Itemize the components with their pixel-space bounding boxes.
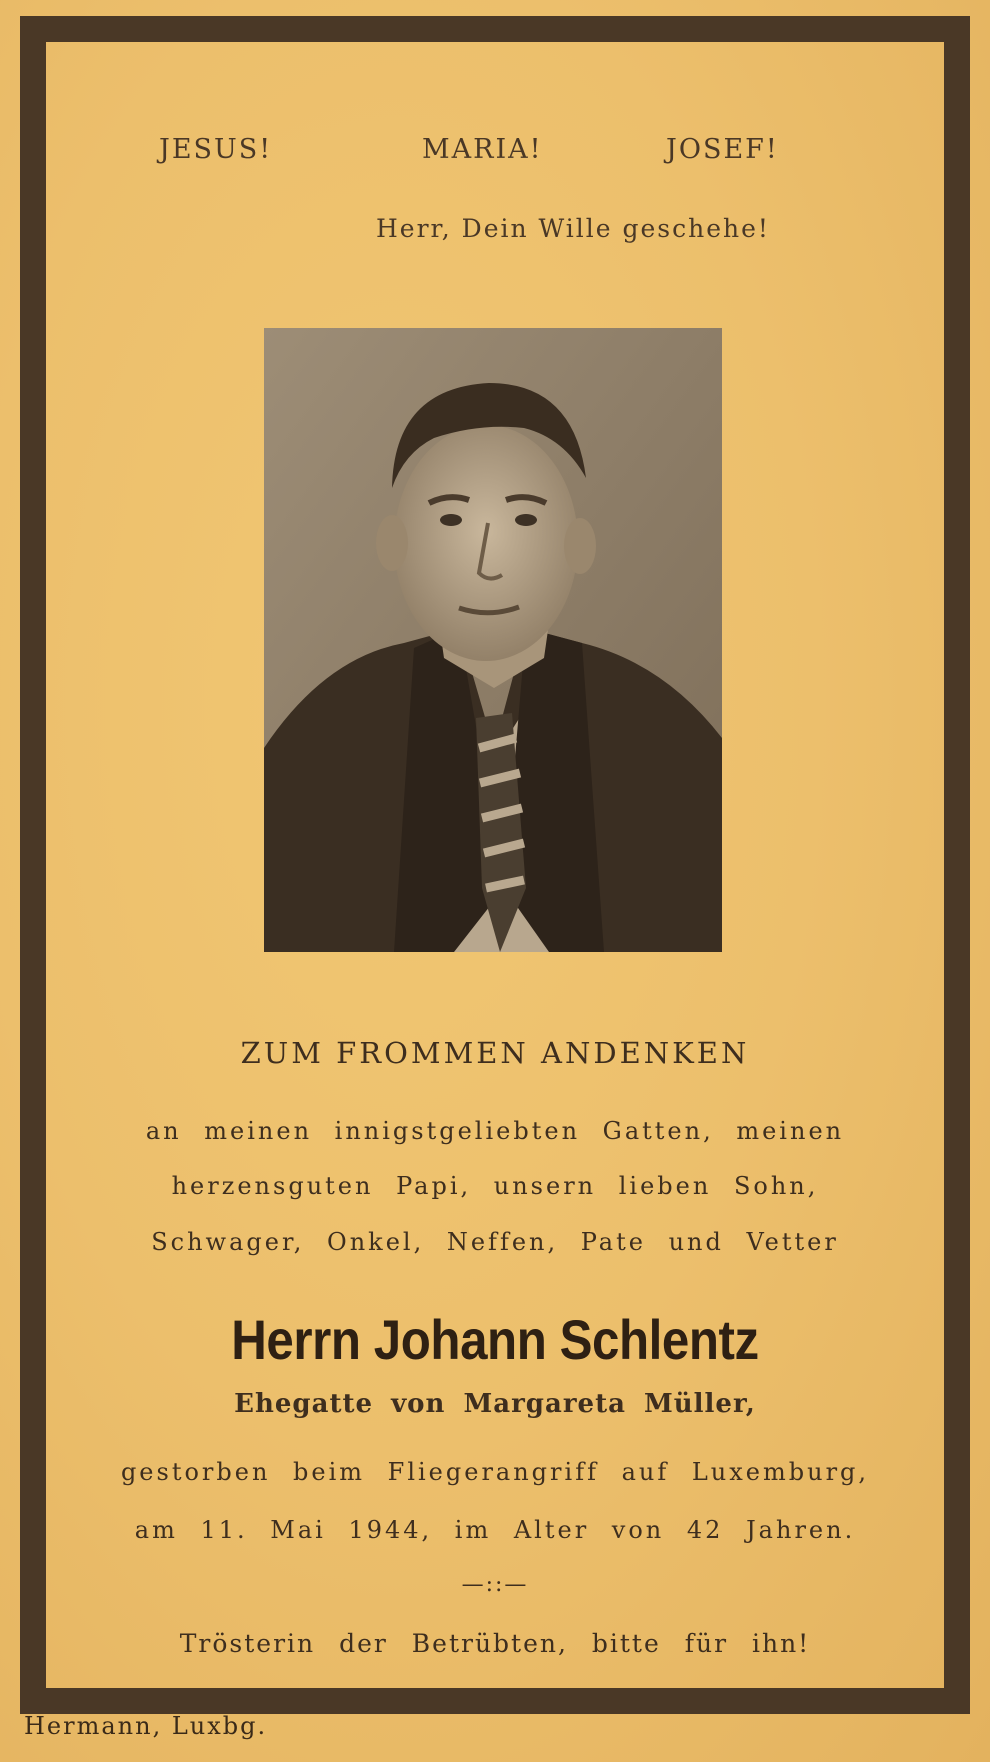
- spouse-line: Ehegatte von Margareta Müller,: [234, 1389, 756, 1419]
- motto: Herr, Dein Wille geschehe!: [376, 214, 770, 243]
- death-line-2: am 11. Mai 1944, im Alter von 42 Jahren.: [134, 1516, 856, 1544]
- prayer-line: Trösterin der Betrübten, bitte für ihn!: [179, 1629, 811, 1658]
- dedication-line-2: herzensguten Papi, unsern lieben Sohn,: [171, 1172, 819, 1200]
- card-content: [46, 42, 944, 1688]
- printer-credit: Hermann, Luxbg.: [24, 1712, 268, 1740]
- deceased-name: Herrn Johann Schlentz: [231, 1308, 759, 1371]
- portrait-photo: [264, 328, 722, 952]
- invocation-jesus: JESUS!: [159, 134, 273, 165]
- portrait-illustration: [264, 328, 722, 952]
- dedication-line-1: an meinen innigstgeliebten Gatten, meinen: [145, 1117, 845, 1145]
- invocation-josef: JOSEF!: [666, 134, 779, 165]
- ornament: —::—: [461, 1572, 529, 1597]
- heading: ZUM FROMMEN ANDENKEN: [240, 1036, 750, 1070]
- invocation-maria: MARIA!: [422, 134, 543, 165]
- dedication-line-3: Schwager, Onkel, Neffen, Pate und Vetter: [151, 1228, 839, 1256]
- death-line-1: gestorben beim Fliegerangriff auf Luxemburg,: [120, 1458, 870, 1486]
- mourning-border: [20, 16, 970, 1714]
